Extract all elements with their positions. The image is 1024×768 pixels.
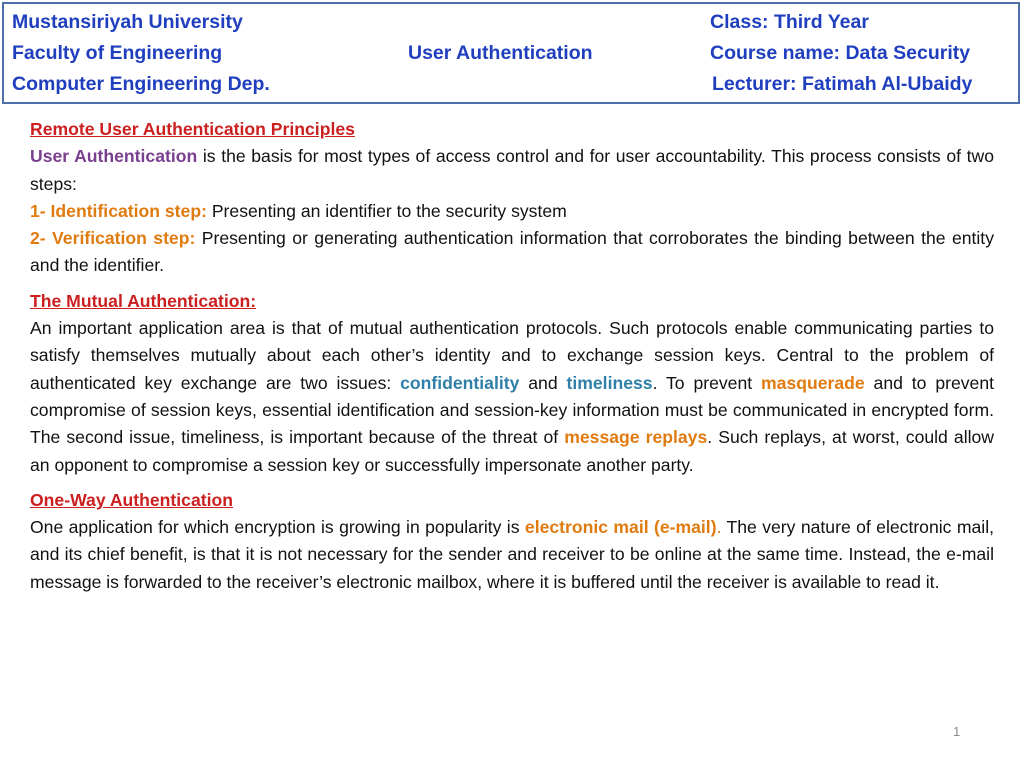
department-name: Computer Engineering Dep. bbox=[12, 73, 270, 95]
document-body bbox=[30, 116, 994, 596]
section-heading-mutual-auth: The Mutual Authentication: bbox=[30, 290, 257, 311]
identification-step-text: Presenting an identifier to the security system bbox=[206, 200, 567, 221]
page-number: 1 bbox=[953, 724, 961, 739]
class-info: Class: Third Year bbox=[710, 11, 869, 33]
term-user-authentication: User Authentication bbox=[30, 146, 198, 167]
faculty-name: Faculty of Engineering bbox=[12, 42, 223, 64]
header-box bbox=[2, 2, 1020, 104]
user-auth-text: is the basis for most types of access control and for user accountability. This process consists of two steps: bbox=[30, 146, 995, 194]
mutual-text-3: . To prevent bbox=[652, 372, 762, 393]
keyword-timeliness: timeliness bbox=[566, 372, 653, 393]
section-oneway-heading-line bbox=[30, 487, 994, 514]
section-remote-heading-line bbox=[30, 116, 994, 143]
keyword-message-replays: message replays bbox=[564, 427, 708, 448]
mutual-auth-paragraph bbox=[30, 315, 994, 479]
keyword-electronic-mail-period: . bbox=[716, 517, 722, 538]
oneway-text-2: The very nature of electronic mail, and its chief benefit, is that it is not necessary for the sender and receiver to be online at the same time. Instead, the e-mail message is forwarded to the receiver’s electronic mailbox, where it is buffered until the receiver is available to read it. bbox=[30, 517, 994, 592]
oneway-text-1: One application for which encryption is growing in popularity is bbox=[30, 517, 525, 538]
mutual-text-2: and bbox=[519, 372, 567, 393]
lecturer-name: Lecturer: Fatimah Al-Ubaidy bbox=[712, 73, 973, 95]
verification-step-text: Presenting or generating authentication information that corroborates the binding between the entity and the identifier. bbox=[30, 228, 994, 276]
keyword-masquerade: masquerade bbox=[761, 372, 865, 393]
section-heading-remote-auth: Remote User Authentication Principles bbox=[30, 119, 355, 139]
verification-step bbox=[30, 225, 994, 280]
keyword-confidentiality: confidentiality bbox=[400, 372, 520, 393]
page-title: User Authentication bbox=[408, 42, 593, 64]
identification-step bbox=[30, 198, 994, 225]
university-name: Mustansiriyah University bbox=[12, 11, 243, 33]
user-auth-paragraph bbox=[30, 143, 994, 198]
identification-step-label: 1- Identification step: bbox=[30, 200, 207, 221]
section-mutual-heading-line bbox=[30, 288, 994, 315]
keyword-electronic-mail: electronic mail (e-mail) bbox=[524, 517, 717, 538]
mutual-text-5: . Such replays, at worst, could allow an opponent to compromise a session key or successfully impersonate another party. bbox=[30, 427, 995, 475]
one-way-paragraph bbox=[30, 514, 994, 596]
mutual-text-1: An important application area is that of mutual authentication protocols. Such protocols enable communicating parties to satisfy themselves mutually about each other’s identity and to exchange session keys. Central to the problem of authenticated key exchange are two issues: bbox=[30, 318, 994, 393]
mutual-text-4: and to prevent compromise of session keys, essential identification and session-key information must be communicated in encrypted form. The second issue, timeliness, is important because of the threat of bbox=[30, 372, 994, 448]
section-heading-one-way-auth: One-Way Authentication bbox=[30, 489, 233, 510]
verification-step-label: 2- Verification step: bbox=[30, 228, 196, 249]
course-name: Course name: Data Security bbox=[710, 42, 971, 64]
